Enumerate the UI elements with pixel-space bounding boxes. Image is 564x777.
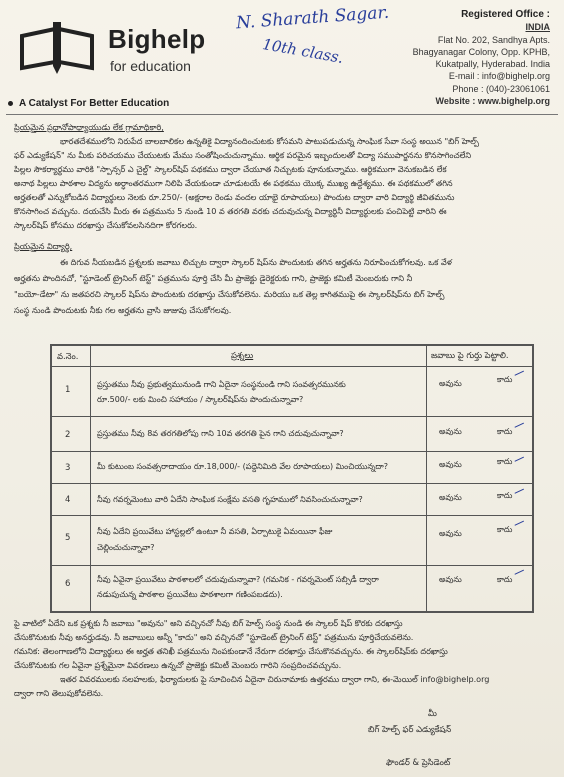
closing-line: ద్వారా గాని తెలుపుకోవలెను. bbox=[14, 688, 104, 698]
table-row bbox=[90, 366, 427, 417]
handwritten-class: 10th class. bbox=[261, 35, 345, 67]
table-header-question bbox=[90, 345, 427, 367]
office-phone: Phone : (040)-23061061 bbox=[452, 83, 550, 94]
handwritten-name: N. Sharath Sagar. bbox=[235, 2, 390, 34]
signature-org: బిగ్ హెల్ప్ ఫర్ ఎడ్యుకేషన్ bbox=[368, 724, 452, 734]
para2-line: అర్హతను పొందినచో, "స్టూడెంట్ ట్రైనింగ్ టెస్ట్" పత్రమును పూర్తి చేసి మీ ప్రాజెక్టు డైరెక్టరుకు గాని, ప్రాజెక్టు కమిటీ మెంబరుకు గాని నీ bbox=[14, 273, 413, 283]
row-number: 3 bbox=[65, 463, 71, 473]
signature-line: మీ bbox=[428, 708, 437, 718]
table-row bbox=[51, 366, 91, 417]
question-text: మీ కుటుంబ సంవత్సరాదాయం రూ.18,000/- (పద్దెనిమిది వేల రూపాయలు) మించియున్నదా? bbox=[97, 462, 388, 471]
no-option[interactable]: కాదు bbox=[497, 491, 513, 500]
question-text: నీవు ఏదేని ప్రయివేటు హాస్టల్లలో ఉంటూ నీ వసతి, ఏర్పాటుకై ఏమయినా ఫీజు bbox=[97, 527, 333, 536]
no-option[interactable]: కాదు bbox=[497, 427, 513, 436]
table-row bbox=[51, 451, 91, 484]
col-question-label: ప్రశ్నలు bbox=[231, 350, 254, 360]
tagline bbox=[8, 98, 169, 109]
closing-line: చేసుకొనుటకు గల ఏవైనా ప్రశ్నేమైనా వివరణలు ఉన్నచో ప్రాజెక్టు కమిటీ మెంబరు గారిని సంప్రదించవచ్చును. bbox=[14, 660, 342, 670]
question-text: నడుపుచున్న పాఠశాల ప్రయివేటు పాఠశాలగా గణింపబడదు). bbox=[97, 590, 283, 599]
question-text: నీవు ఏవైనా ప్రయివేటు పాఠశాలలో చదువుచున్నావా? (గమనిక - గవర్నమెంట్ సబ్సిడీ ద్వారా bbox=[97, 575, 379, 584]
para1-line: భారతదేశములోని నిరుపేద బాలబాలికల ఉన్నతికై విద్యానందించుటకు కోసమని పాటుపడుచున్న సాంఘిక సేవా సంస్థ అయిన "బిగ్ హెల్ప్ bbox=[60, 136, 479, 146]
office-title: Registered Office : bbox=[461, 9, 550, 20]
office-line2: Bhagyanagar Colony, Opp. KPHB, bbox=[412, 46, 550, 57]
question-text: చెల్లించుచున్నావా? bbox=[97, 543, 155, 552]
header-divider bbox=[6, 114, 558, 115]
table-row bbox=[51, 416, 91, 452]
brand-subtitle: for education bbox=[110, 58, 191, 74]
salutation-headmaster: ప్రియమైన ప్రధానోపాధ్యాయుడు లేక గ్రామాధికారి, bbox=[14, 122, 164, 132]
row-number: 5 bbox=[65, 533, 71, 543]
para1-line: ఫర్ ఎడ్యుకేషన్" ను మీకు పరిచయము చేయుటకు మేము సంతోషించుచున్నాము. ఆర్థిక పరమైన ఇబ్బందులతో విద్యా సముపార్జనను కొనసాగించలేని bbox=[14, 150, 472, 160]
col-no-label: వ.నెం. bbox=[57, 351, 79, 361]
bighelp-logo-icon bbox=[18, 22, 96, 74]
salutation-student: ప్రియమైన విద్యార్థి, bbox=[14, 241, 73, 251]
no-option[interactable]: కాదు bbox=[497, 457, 513, 466]
question-text: ప్రస్తుతము నీవు ప్రభుత్వమునుండి గాని ఏదైనా సంస్థనుండి గాని సంవత్సరమునకు bbox=[97, 380, 346, 389]
office-email: E-mail : info@bighelp.org bbox=[448, 71, 550, 82]
office-country: INDIA bbox=[525, 22, 550, 33]
closing-line: గమనిక: తెలంగాణలోని విద్యార్థులు ఈ అర్హత తనిఖీ పత్రమును నింపకుండానే నేరుగా దరఖాస్తు చేసుకొనవచ్చును. ఈ స్కాలర్‌షిప్‌కు దరఖాస్తు bbox=[14, 646, 448, 656]
para1-line: స్కాలర్‌షిప్ కోసము దరఖాస్తు చేసుకోవలసినదిగా కోరగలరు. bbox=[14, 220, 198, 230]
bullet-icon bbox=[8, 101, 13, 106]
row-number: 6 bbox=[65, 579, 71, 589]
col-answer-label: జవాబు పై గుర్తు పెట్టాలి. bbox=[431, 350, 509, 360]
para1-line: అనాథ పిల్లలు పాఠశాల విద్యను అర్ధాంతరముగా నిలిపి వేయకుండా చూడుటయే ఈ పథకము యొక్క ముఖ్య ఉద్దేశ్యము. ఈ పథకములో తగిన bbox=[14, 178, 453, 188]
eligibility-table bbox=[50, 344, 534, 613]
yes-option[interactable]: అవును bbox=[439, 460, 462, 469]
yes-option[interactable]: అవును bbox=[439, 427, 462, 436]
closing-line: ఇతర వివరములకు సలహలకు, ఫిర్యాదులకు పై సూచించిన ఏదైనా చిరునామాకు ఉత్తరము ద్వారా గాని, ఈ-మెయిల్ info@bighelp.org bbox=[60, 674, 490, 684]
office-line3: Kukatpally, Hyderabad. India bbox=[435, 59, 550, 70]
para2-line: సంస్థ నుండి పొందుటకు నీకు గల అర్హతను వ్రాసి జుజువు చేసుకోగలవు. bbox=[14, 305, 232, 315]
yes-option[interactable]: అవును bbox=[439, 529, 462, 538]
row-number: 2 bbox=[65, 430, 71, 440]
registered-office bbox=[413, 9, 550, 107]
question-text: నీవు గవర్నమెంటు వారి ఏదేని సాంఘిక సంక్షేమ వసతి గృహములో నివసించుచున్నావా? bbox=[97, 495, 363, 504]
row-number: 1 bbox=[65, 385, 71, 395]
para2-line: "బయో-డేటా" ను జతపరచి స్కాలర్ షిప్‌ను పొందుటకు దరఖాస్తు చేసుకోవలెను. మరియు ఒక తెల్ల కాగితముపై ఈ స్కాలర్‌షిప్‌ను బిగ్ హెల్ప్ bbox=[14, 289, 445, 299]
question-text: రూ.500/- లకు మించి సహాయం / స్కాలర్‌షిప్‌ను పొందుచున్నావా? bbox=[97, 395, 304, 404]
para2-line: ఈ దిగువ నీయబడిన ప్రశ్నలకు జవాబు లిచ్చుట ద్వారా స్కాలర్ షిప్‌ను పొందుటకు తగిన అర్హతను నిరూపించుకోగలవు. ఒక వేళ bbox=[60, 257, 452, 267]
closing-line: పై వాటిలో ఏదేని ఒక ప్రశ్నకు నీ జవాబు "అవును" అని వచ్చినచో నీవు బిగ్ హెల్ప్ సంస్థ నుండి ఈ స్కాలర్ షిప్ కొరకు దరఖాస్తు bbox=[14, 618, 403, 628]
yes-option[interactable]: అవును bbox=[439, 493, 462, 502]
para1-line: అర్హతలతో ఎన్నుకోబడిన విద్యార్థులు నెలకు రూ.250/- (అక్షరాల రెండు వందల యాభై రూపాయలు) పొందుట ద్వారా వారి విద్యార్థి జీవితమును bbox=[14, 192, 455, 202]
para1-line: పిల్లల సౌకర్యార్థము వారికి "స్పాన్సర్ ఎ చైల్డ్" స్కాలర్‌షిప్ పథకము ద్వారా చేయూత నిచ్చుటకు పూనుకున్నాము. ఆర్థికముగా వెనుకబడిన లేక bbox=[14, 164, 447, 174]
no-option[interactable]: కాదు bbox=[497, 575, 513, 584]
tagline-text: A Catalyst For Better Education bbox=[19, 98, 170, 109]
closing-line: చేసుకొనుటకు నీవు అనర్హుడవు. నీ జవాబులు అన్నీ "కాదు" అని వచ్చినచో "స్టూడెంట్ ట్రైనింగ్ టెస్ట్" పత్రమును పూర్తిచేయవలెను. bbox=[14, 632, 414, 642]
office-website: Website : www.bighelp.org bbox=[435, 96, 550, 107]
no-option[interactable]: కాదు bbox=[497, 525, 513, 534]
no-option[interactable]: కాదు bbox=[497, 375, 513, 384]
question-text: ప్రస్తుతము నీవు 8వ తరగతిలోపు గాని 10వ తరగతి పైన గాని చదువుచున్నావా? bbox=[97, 429, 344, 438]
table-row bbox=[51, 515, 91, 566]
office-line1: Flat No. 202, Sandhya Apts. bbox=[437, 34, 550, 45]
brand-name: Bighelp bbox=[108, 24, 206, 54]
yes-option[interactable]: అవును bbox=[439, 379, 462, 388]
table-row bbox=[51, 483, 91, 516]
table-row bbox=[51, 565, 91, 612]
para1-line: కొనసాగించ వచ్చును. దయచేసి మీరు ఈ పత్రమును 5 నుండి 10 వ తరగతి వరకు చదువుచున్న విద్యార్థినీ విద్యార్థులకు పంచిపెట్టి వారిని ఈ bbox=[14, 206, 447, 216]
row-number: 4 bbox=[65, 495, 71, 505]
signature-title: ఫౌండర్ & ప్రెసిడెంట్ bbox=[386, 757, 451, 767]
yes-option[interactable]: అవును bbox=[439, 575, 462, 584]
